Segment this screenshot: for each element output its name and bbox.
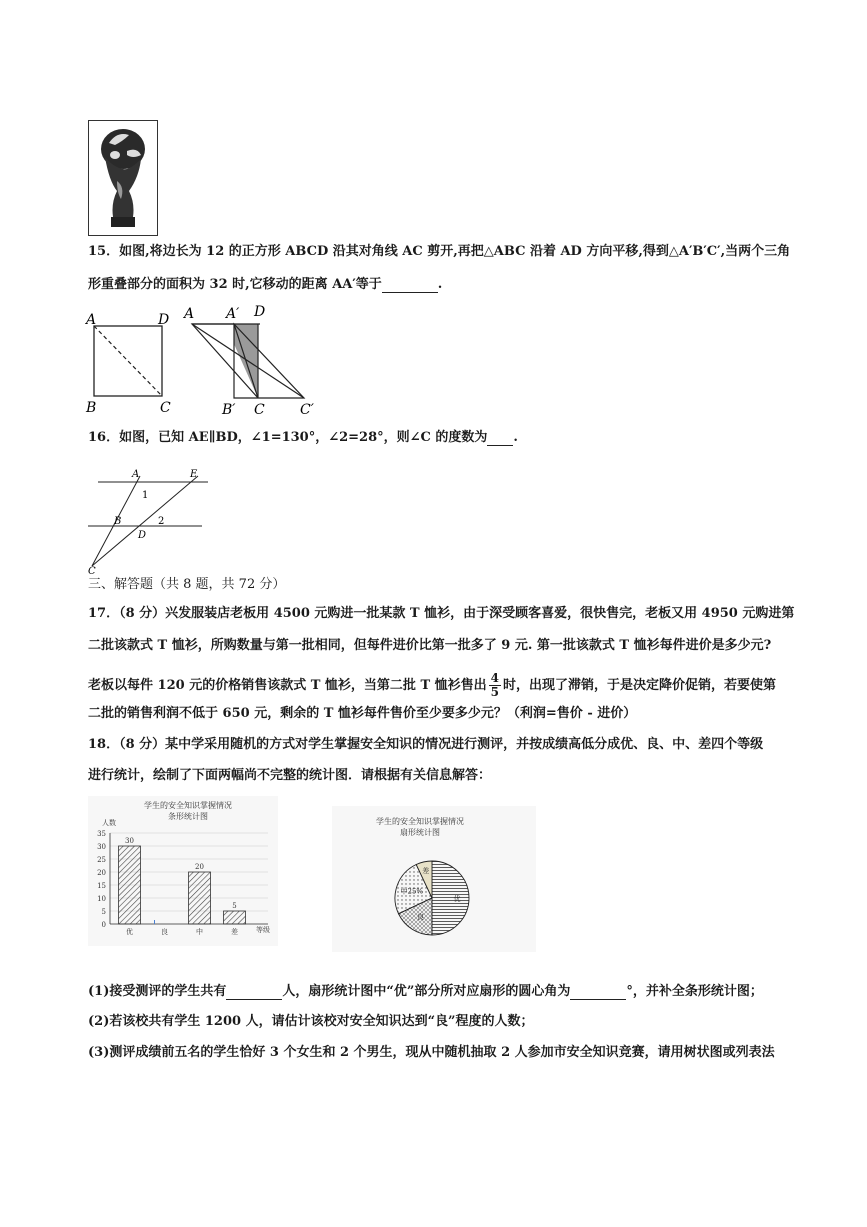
- q18-sub1-b: 人，扇形统计图中“优”部分所对应扇形的圆心角为: [282, 984, 571, 999]
- bar-data-label: 5: [232, 902, 237, 910]
- q15-number: 15．: [88, 244, 120, 259]
- q18-sub1-c: °，并补全条形统计图；: [626, 984, 763, 999]
- label-e: E: [190, 469, 198, 480]
- q17-line4: 二批的销售利润不低于 650 元，剩余的 T 恤衫每件售价至少要多少元？（利润=售价 - 进价）: [88, 706, 637, 721]
- q16-period: .: [513, 430, 518, 445]
- bar-3: [189, 872, 211, 924]
- q18-total-blank[interactable]: [226, 987, 282, 1000]
- q16-answer-blank[interactable]: [487, 433, 513, 446]
- bar-chart-xtick: 良: [161, 928, 168, 936]
- q15-period: .: [437, 277, 443, 292]
- q17-line1: 17．（8 分）兴发服装店老板用 4500 元购进一批某款 T 恤衫，由于深受顾客喜爱，很快售完，老板又用 4950 元购进第: [88, 606, 795, 621]
- section-heading: 三、解答题（共 8 题，共 72 分）: [88, 577, 286, 592]
- bar-chart-ytick: 30: [97, 843, 106, 851]
- label-c: C: [254, 402, 265, 418]
- label-d: D: [158, 312, 170, 328]
- q15-square-figure: [84, 306, 184, 418]
- pie-slice-label: 中25%: [400, 887, 424, 896]
- bar-chart-ytick: 35: [97, 830, 106, 838]
- label-angle2: 2: [158, 516, 165, 527]
- label-b: B: [114, 516, 122, 527]
- label-a: A: [86, 312, 97, 328]
- bar-chart-ytick: 25: [97, 856, 106, 864]
- q16-figure: [84, 462, 214, 576]
- bar-chart-ylabel: 人数: [102, 819, 116, 827]
- q15-answer-blank[interactable]: [382, 280, 438, 293]
- bar-chart-title: 学生的安全知识掌握情况: [144, 801, 232, 810]
- q18-angle-blank[interactable]: [570, 987, 626, 1000]
- pie-chart-title: 学生的安全知识掌握情况: [376, 817, 464, 826]
- q17-line3-end: 时，出现了滞销，于是决定降价促销，若要使第: [503, 678, 777, 693]
- label-b: B: [86, 400, 97, 416]
- label-a: A: [184, 306, 195, 322]
- bar-chart-xlabel: 等级: [256, 926, 270, 934]
- label-d: D: [138, 530, 147, 541]
- bar-chart-ytick: 10: [97, 895, 106, 903]
- bar-chart-xtick: 差: [231, 928, 238, 936]
- diagonal-ac: [94, 326, 162, 396]
- label-d: D: [254, 304, 266, 320]
- trophy-image: [88, 120, 158, 236]
- pie-slice-label: 优: [453, 895, 461, 903]
- q15-line1: [88, 244, 790, 260]
- q18-sub3: (3)测评成绩前五名的学生恰好 3 个女生和 2 个男生，现从中随机抽取 2 人参加市安全知识竞赛，请用树状图或列表法: [88, 1045, 775, 1060]
- q18-sub2: (2)若该校共有学生 1200 人，请估计该校对安全知识达到“良”程度的人数；: [88, 1014, 534, 1029]
- q18-sub1: [88, 984, 763, 1000]
- bar-chart-xtick: 中: [196, 928, 203, 936]
- q16-question: 如图，已知 AE∥BD，∠1=130°，∠2=28°，则∠C 的度数为: [119, 430, 488, 445]
- fraction-four-fifths: [489, 672, 501, 699]
- label-a-prime: A′: [226, 306, 240, 322]
- trophy-drawing: [89, 121, 157, 235]
- pie-slice-label: 良: [417, 913, 425, 922]
- q15-translate-figure: [180, 302, 330, 420]
- bar-data-label: 20: [195, 863, 204, 871]
- q15-line2: [88, 277, 442, 293]
- label-c: C: [160, 400, 171, 416]
- pie-chart: [332, 806, 536, 952]
- bar-chart-subtitle: 条形统计图: [168, 812, 208, 821]
- fraction-denominator: 5: [490, 685, 499, 699]
- bar-data-label: 30: [125, 837, 134, 845]
- bar-4: [224, 911, 246, 924]
- bar-chart-ytick: 0: [101, 921, 106, 929]
- label-c-prime: C′: [300, 402, 314, 418]
- label-c: C: [88, 566, 96, 576]
- bar-1: [119, 846, 141, 924]
- label-angle1: 1: [142, 490, 149, 501]
- label-a: A: [132, 469, 140, 480]
- q16-number: 16．: [88, 430, 120, 445]
- label-b-prime: B′: [222, 402, 236, 418]
- bar-chart-ytick: 20: [97, 869, 106, 877]
- fraction-numerator: 4: [490, 671, 499, 685]
- q18-line2: 进行统计，绘制了下面两幅尚不完整的统计图．请根据有关信息解答：: [88, 768, 492, 783]
- q16-text: [88, 430, 518, 446]
- pie-chart-subtitle: 扇形统计图: [400, 828, 440, 837]
- bar-chart-ytick: 15: [97, 882, 106, 890]
- pie-slice-label: 差: [422, 866, 430, 875]
- q18-line1: 18．（8 分）某中学采用随机的方式对学生掌握安全知识的情况进行测评，并按成绩高低分成优、良、中、差四个等级: [88, 737, 764, 752]
- q18-sub1-a: (1)接受测评的学生共有: [88, 984, 227, 999]
- bar-chart-ytick: 5: [101, 908, 106, 916]
- q17-line3-start: 老板以每件 120 元的价格销售该款式 T 恤衫，当第二批 T 恤衫售出: [88, 678, 487, 693]
- q17-line3: [88, 668, 776, 704]
- q15-text-line2: 形重叠部分的面积为 32 时,它移动的距离 AA′等于: [88, 277, 382, 292]
- bar-chart-xtick: 优: [126, 928, 133, 936]
- q17-line2: 二批该款式 T 恤衫，所购数量与第一批相同，但每件进价比第一批多了 9 元. 第一批该款式 T 恤衫每件进价是多少元?: [88, 638, 772, 653]
- bar-chart: [88, 796, 278, 946]
- q15-text-line1: 如图,将边长为 12 的正方形 ABCD 沿其对角线 AC 剪开,再把△ABC 沿着 AD 方向平移,得到△A′B′C′,当两个三角: [119, 244, 791, 259]
